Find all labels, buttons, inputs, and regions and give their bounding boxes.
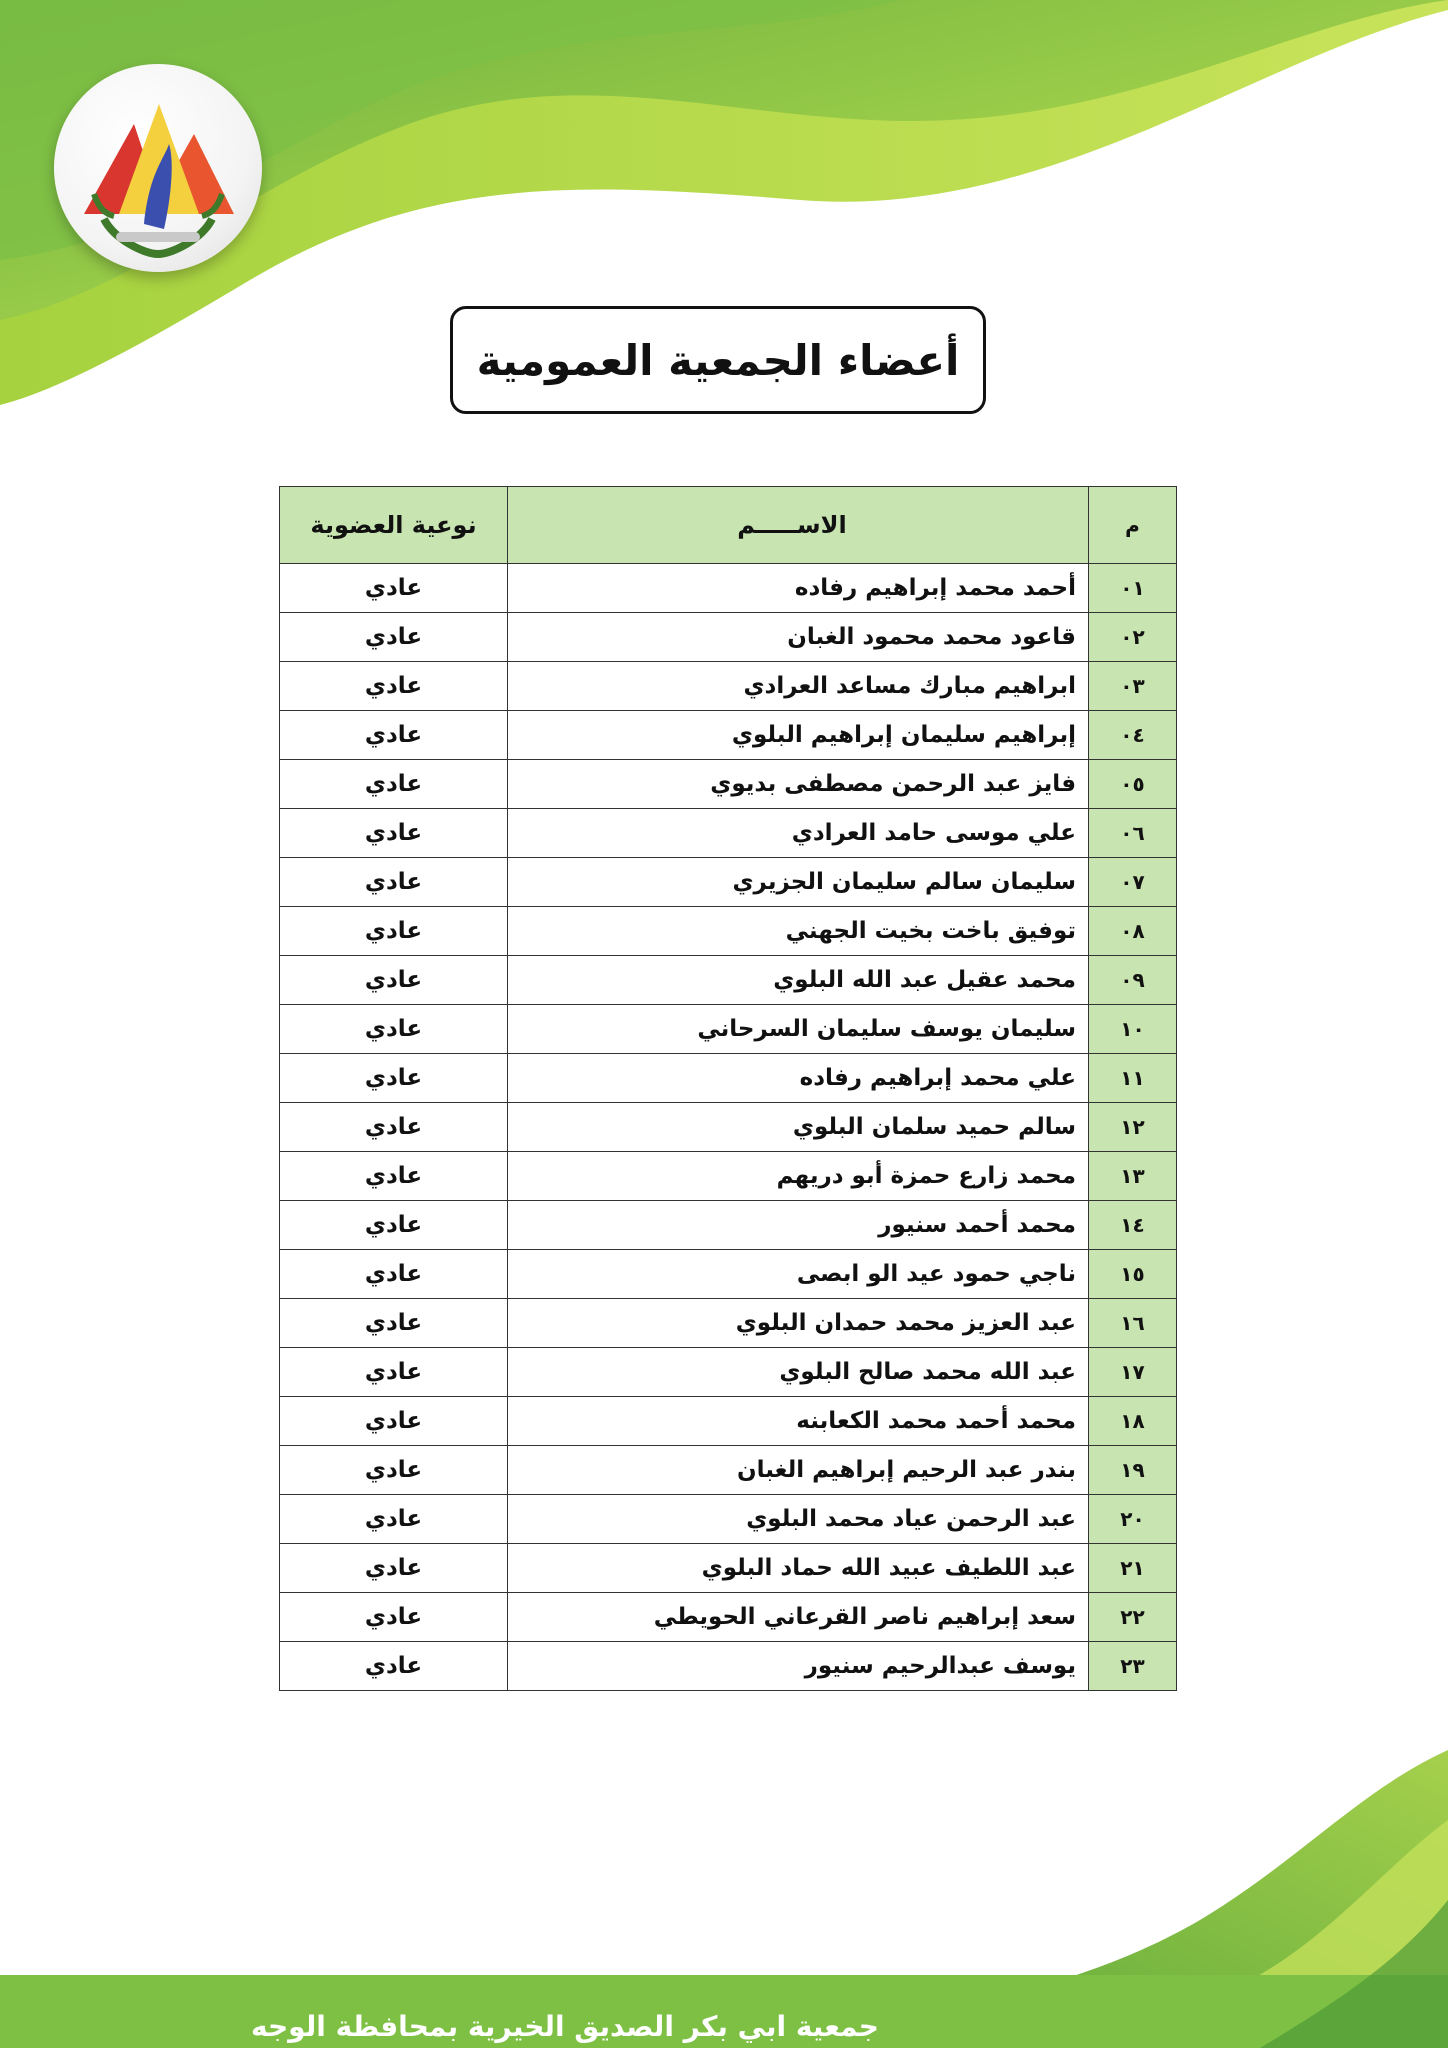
members-table: [279, 486, 1177, 1691]
membership-type: عادي: [280, 858, 508, 907]
header-number: م: [1089, 487, 1177, 564]
membership-type: عادي: [280, 1544, 508, 1593]
member-name: بندر عبد الرحيم إبراهيم الغبان: [508, 1446, 1089, 1495]
member-name: توفيق باخت بخيت الجهني: [508, 907, 1089, 956]
member-name: عبد اللطيف عبيد الله حماد البلوي: [508, 1544, 1089, 1593]
member-name: سليمان سالم سليمان الجزيري: [508, 858, 1089, 907]
header-membership-type: نوعية العضوية: [280, 487, 508, 564]
row-number: ٢٠: [1089, 1495, 1177, 1544]
table-row: [280, 1152, 1177, 1201]
table-row: [280, 760, 1177, 809]
member-name: عبد العزيز محمد حمدان البلوي: [508, 1299, 1089, 1348]
member-name: فايز عبد الرحمن مصطفى بديوي: [508, 760, 1089, 809]
member-name: علي موسى حامد العرادي: [508, 809, 1089, 858]
table-row: [280, 907, 1177, 956]
table-row: [280, 1446, 1177, 1495]
table-row: [280, 1348, 1177, 1397]
row-number: ١١: [1089, 1054, 1177, 1103]
row-number: ١٩: [1089, 1446, 1177, 1495]
membership-type: عادي: [280, 1642, 508, 1691]
row-number: ٢٢: [1089, 1593, 1177, 1642]
table-row: [280, 809, 1177, 858]
row-number: ٠١: [1089, 564, 1177, 613]
table-row: [280, 1103, 1177, 1152]
row-number: ١٨: [1089, 1397, 1177, 1446]
membership-type: عادي: [280, 1593, 508, 1642]
row-number: ٢٣: [1089, 1642, 1177, 1691]
row-number: ٠٧: [1089, 858, 1177, 907]
table-row: [280, 1495, 1177, 1544]
table-row: [280, 613, 1177, 662]
table-row: [280, 1005, 1177, 1054]
membership-type: عادي: [280, 907, 508, 956]
member-name: محمد عقيل عبد الله البلوي: [508, 956, 1089, 1005]
row-number: ١٥: [1089, 1250, 1177, 1299]
table-header-row: [280, 487, 1177, 564]
footer-organization-name: جمعية ابي بكر الصديق الخيرية بمحافظة الوجه: [251, 2010, 879, 2043]
member-name: قاعود محمد محمود الغبان: [508, 613, 1089, 662]
header-name: الاســـــم: [508, 487, 1089, 564]
member-name: سالم حميد سلمان البلوي: [508, 1103, 1089, 1152]
row-number: ٠٦: [1089, 809, 1177, 858]
membership-type: عادي: [280, 1005, 508, 1054]
member-name: ناجي حمود عيد الو ابصى: [508, 1250, 1089, 1299]
table-row: [280, 956, 1177, 1005]
member-name: سعد إبراهيم ناصر القرعاني الحويطي: [508, 1593, 1089, 1642]
table-row: [280, 858, 1177, 907]
table-row: [280, 1250, 1177, 1299]
member-name: محمد زارع حمزة أبو دريهم: [508, 1152, 1089, 1201]
row-number: ١٢: [1089, 1103, 1177, 1152]
membership-type: عادي: [280, 613, 508, 662]
page-title: أعضاء الجمعية العمومية: [476, 335, 960, 385]
row-number: ١٧: [1089, 1348, 1177, 1397]
membership-type: عادي: [280, 1201, 508, 1250]
member-name: عبد الله محمد صالح البلوي: [508, 1348, 1089, 1397]
row-number: ٠٣: [1089, 662, 1177, 711]
member-name: علي محمد إبراهيم رفاده: [508, 1054, 1089, 1103]
table-row: [280, 1544, 1177, 1593]
table-row: [280, 1054, 1177, 1103]
row-number: ٠٥: [1089, 760, 1177, 809]
table-row: [280, 1201, 1177, 1250]
table-row: [280, 564, 1177, 613]
membership-type: عادي: [280, 711, 508, 760]
row-number: ٢١: [1089, 1544, 1177, 1593]
table-row: [280, 1397, 1177, 1446]
row-number: ١٦: [1089, 1299, 1177, 1348]
membership-type: عادي: [280, 1348, 508, 1397]
membership-type: عادي: [280, 1446, 508, 1495]
membership-type: عادي: [280, 809, 508, 858]
membership-type: عادي: [280, 760, 508, 809]
organization-logo: [54, 64, 262, 272]
row-number: ١٤: [1089, 1201, 1177, 1250]
member-name: إبراهيم سليمان إبراهيم البلوي: [508, 711, 1089, 760]
table-row: [280, 1299, 1177, 1348]
row-number: ١٠: [1089, 1005, 1177, 1054]
membership-type: عادي: [280, 1299, 508, 1348]
row-number: ٠٢: [1089, 613, 1177, 662]
row-number: ٠٤: [1089, 711, 1177, 760]
row-number: ١٣: [1089, 1152, 1177, 1201]
member-name: محمد أحمد سنيور: [508, 1201, 1089, 1250]
logo-emblem-icon: [54, 64, 262, 272]
member-name: يوسف عبدالرحيم سنيور: [508, 1642, 1089, 1691]
title-box: [450, 306, 986, 414]
member-name: ابراهيم مبارك مساعد العرادي: [508, 662, 1089, 711]
membership-type: عادي: [280, 662, 508, 711]
table-row: [280, 1593, 1177, 1642]
membership-type: عادي: [280, 1397, 508, 1446]
membership-type: عادي: [280, 1103, 508, 1152]
member-name: عبد الرحمن عياد محمد البلوي: [508, 1495, 1089, 1544]
membership-type: عادي: [280, 1250, 508, 1299]
membership-type: عادي: [280, 564, 508, 613]
membership-type: عادي: [280, 1495, 508, 1544]
table-row: [280, 662, 1177, 711]
table-row: [280, 1642, 1177, 1691]
row-number: ٠٩: [1089, 956, 1177, 1005]
table-row: [280, 711, 1177, 760]
membership-type: عادي: [280, 1054, 508, 1103]
membership-type: عادي: [280, 1152, 508, 1201]
member-name: سليمان يوسف سليمان السرحاني: [508, 1005, 1089, 1054]
member-name: محمد أحمد محمد الكعابنه: [508, 1397, 1089, 1446]
row-number: ٠٨: [1089, 907, 1177, 956]
membership-type: عادي: [280, 956, 508, 1005]
member-name: أحمد محمد إبراهيم رفاده: [508, 564, 1089, 613]
